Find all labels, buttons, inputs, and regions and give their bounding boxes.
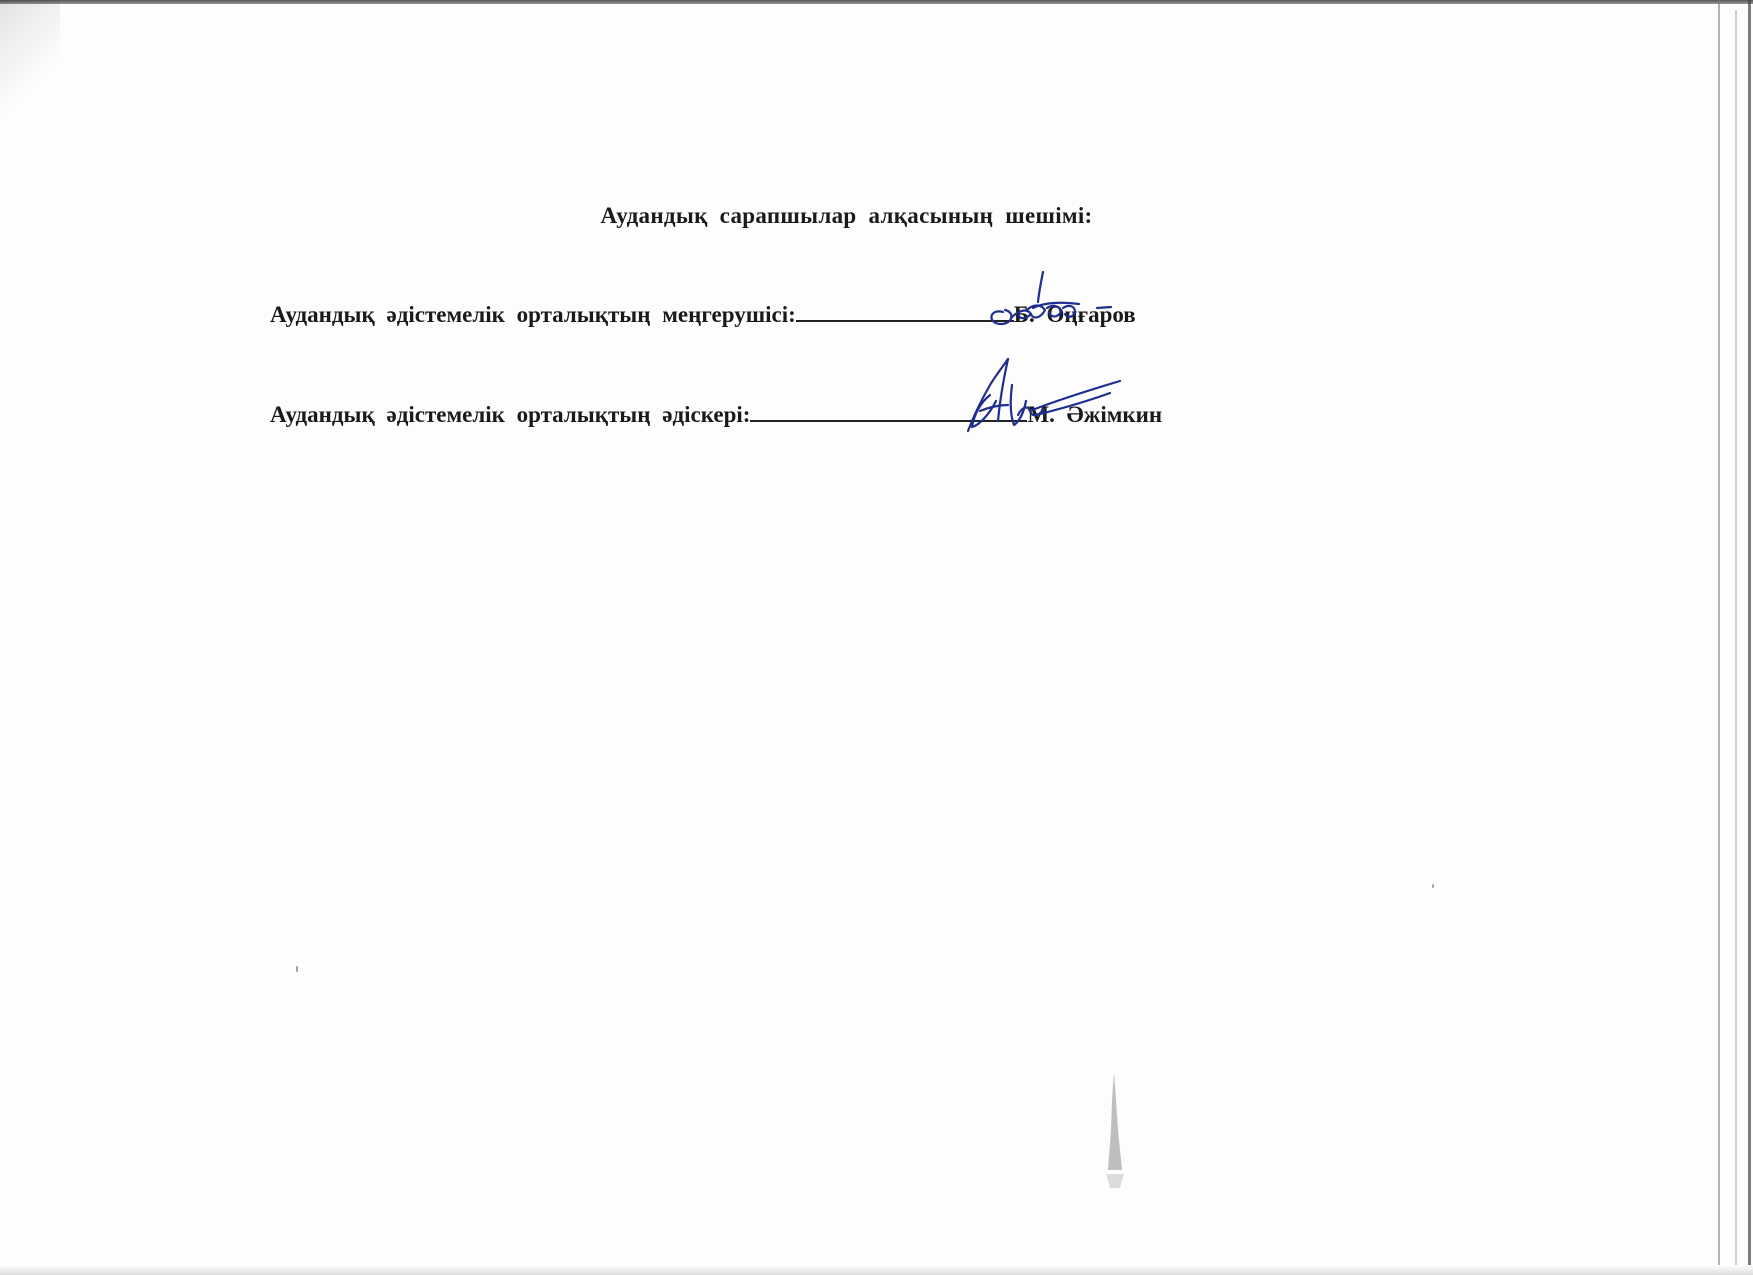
handwritten-signature-icon <box>975 268 1135 333</box>
handwritten-signature-icon <box>960 355 1130 435</box>
scan-artifact-icon <box>1100 1070 1130 1190</box>
signatory-name: Б. Оңғаров <box>1013 302 1136 327</box>
scan-top-edge <box>0 0 1753 4</box>
signatory-name: М. Әжімкин <box>1027 402 1163 427</box>
scan-right-edge <box>1718 0 1720 1265</box>
scan-speck <box>296 966 298 972</box>
scan-bottom-edge <box>0 1265 1753 1275</box>
signatory-position: Аудандық әдістемелік орталықтың меңгерушісі: <box>270 302 796 327</box>
document-heading: Аудандық сарапшылар алқасының шешімі: <box>600 203 1093 228</box>
scan-right-edge <box>1735 10 1737 1265</box>
signatory-position: Аудандық әдістемелік орталықтың әдіскері: <box>270 402 751 427</box>
scan-corner-shadow <box>0 0 60 140</box>
scan-speck <box>1432 884 1434 888</box>
scan-right-edge <box>1748 0 1751 1275</box>
